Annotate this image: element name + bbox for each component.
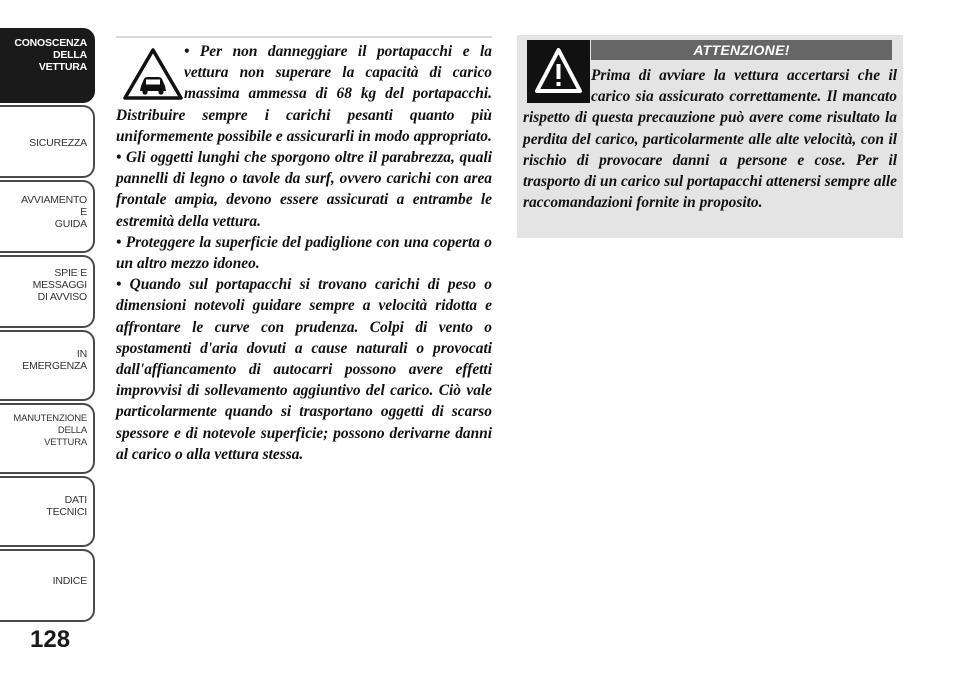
tab-dati-tecnici[interactable] [0, 476, 95, 547]
tab-label: INDICE [52, 575, 87, 587]
tab-label: IN [76, 348, 87, 360]
attention-header: ATTENZIONE! [591, 40, 892, 60]
tab-label: DELLA [53, 49, 87, 61]
tab-label: MESSAGGI [32, 279, 87, 291]
tab-indice[interactable] [0, 549, 95, 622]
tab-label: CONOSCENZA [14, 37, 87, 49]
bullet-1: • Per non danneggiare il portapacchi e la vettura non superare la capacità di carico massima ammessa di 68 kg del portapacchi. Distribuire sempre i carichi pesanti quanto più uniformemente possibile e assicurarli in modo appropriato. [116, 43, 492, 145]
attention-text [523, 65, 897, 213]
tab-label: DATI [64, 494, 87, 506]
bullet-3: • Proteggere la superficie del padiglione con una coperta o un altro mezzo idoneo. [116, 233, 492, 273]
tab-sicurezza[interactable] [0, 105, 95, 178]
left-column [116, 36, 492, 465]
tab-label: VETTURA [38, 61, 87, 73]
bullet-2: • Gli oggetti lunghi che sporgono oltre il parabrezza, quali pannelli di legno o tavole da surf, ovvero carichi con area frontale ampia, devono essere assicurati a entrambe le estremità della vettura. [116, 149, 492, 230]
attention-text-content: Prima di avviare la vettura accertarsi che il carico sia assicurato correttamente. Il mancato rispetto di questa precauzione può avere come risultato la perdita del carico, particolarmente alle alte velocità, con il rischio di provocare danni a persone e cose. Per il trasporto di un carico sul portapacchi attenersi sempre alle raccomandazioni fornite in proposito. [523, 67, 897, 212]
tab-conoscenza-della-vettura[interactable] [0, 28, 95, 103]
attention-text-block [523, 65, 897, 213]
bullet-4: • Quando sul portapacchi si trovano carichi di peso o dimensioni notevoli guidare sempre a velocità ridotta e affrontare le curve con prudenza. Colpi di vento o spostamenti d'aria dovuti a cause naturali o provocati dall'affiancamento di autocarri possono avere effetti improvvisi di sollevamento aggiuntivo del carico. Ciò vale particolarmente quando si trasportano oggetti di scarso spessore e di notevole superficie; possono derivarne danni al carico o alla vettura stessa. [116, 276, 492, 463]
page-number: 128 [30, 626, 71, 653]
tab-label: VETTURA [44, 437, 87, 448]
left-column-text [116, 41, 492, 465]
car-warning-triangle-icon [122, 47, 184, 101]
attention-box [517, 35, 903, 238]
tab-avviamento-e-guida[interactable] [0, 180, 95, 253]
tab-label: AVVIAMENTO [21, 194, 87, 206]
tab-label: EMERGENZA [22, 360, 87, 372]
tab-label: E [80, 206, 87, 218]
tab-label: GUIDA [54, 218, 87, 230]
tab-spie-e-messaggi-di-avviso[interactable] [0, 255, 95, 328]
tab-label: DELLA [57, 425, 87, 436]
tab-in-emergenza[interactable] [0, 330, 95, 401]
icon-spacer [523, 65, 591, 105]
tab-manutenzione-della-vettura[interactable] [0, 403, 95, 474]
tab-label: DI AVVISO [37, 291, 87, 303]
tab-label: MANUTENZIONE [13, 413, 87, 424]
tab-label: TECNICI [46, 506, 87, 518]
tab-label: SPIE E [54, 267, 87, 279]
tab-label: SICUREZZA [29, 137, 87, 149]
